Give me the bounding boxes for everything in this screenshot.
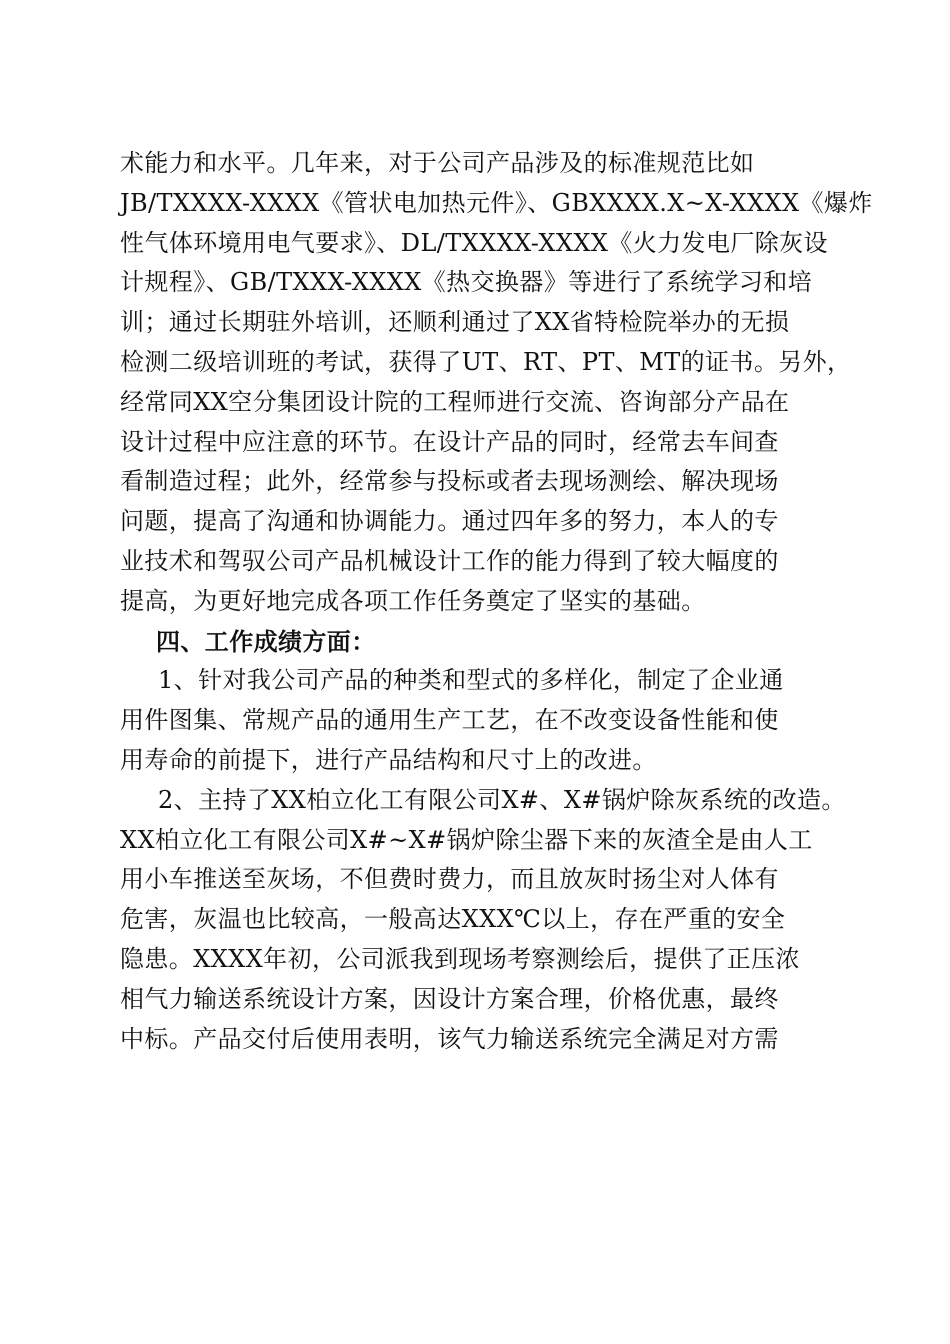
body-line: 问题，提高了沟通和协调能力。通过四年多的努力，本人的专 [120, 507, 779, 536]
body-line: 计规程》、GB/TXXX-XXXX《热交换器》等进行了系统学习和培 [120, 268, 813, 297]
item-1-line: 用件图集、常规产品的通用生产工艺，在不改变设备性能和使 [120, 706, 779, 735]
item-2-line: 中标。产品交付后使用表明，该气力输送系统完全满足对方需 [120, 1024, 779, 1053]
body-line: 经常同XX空分集团设计院的工程师进行交流、咨询部分产品在 [120, 387, 790, 416]
body-line: 术能力和水平。几年来，对于公司产品涉及的标准规范比如 [120, 149, 755, 177]
section-heading: 四、工作成绩方面： [156, 626, 376, 656]
body-line: 业技术和驾驭公司产品机械设计工作的能力得到了较大幅度的 [120, 546, 779, 575]
body-line: 检测二级培训班的考试，获得了UT、RT、PT、MT的证书。另外， [120, 347, 852, 376]
item-2-line: 相气力输送系统设计方案，因设计方案合理，价格优惠，最终 [120, 984, 779, 1013]
body-line: JB/TXXXX-XXXX《管状电加热元件》、GBXXXX.X~X-XXXX《爆炸 [120, 188, 873, 217]
item-1-line: 用寿命的前提下，进行产品结构和尺寸上的改进。 [120, 745, 657, 774]
item-1-line: 1、针对我公司产品的种类和型式的多样化，制定了企业通 [158, 666, 784, 695]
item-2-line: 用小车推送至灰场，不但费时费力，而且放灰时扬尘对人体有 [120, 865, 779, 894]
item-2-line: 2、主持了XX柏立化工有限公司X#、X#锅炉除灰系统的改造。 [158, 785, 846, 814]
item-2-line: 隐患。XXXX年初，公司派我到现场考察测绘后，提供了正压浓 [120, 944, 800, 973]
body-line: 训；通过长期驻外培训，还顺利通过了XX省特检院举办的无损 [120, 308, 790, 337]
body-line: 设计过程中应注意的环节。在设计产品的同时，经常去车间查 [120, 427, 779, 456]
body-line: 性气体环境用电气要求》、DL/TXXXX-XXXX《火力发电厂除灰设 [120, 228, 828, 257]
item-2-line: XX柏立化工有限公司X#~X#锅炉除尘器下来的灰渣全是由人工 [120, 825, 813, 854]
document-body [120, 144, 873, 1059]
item-2-line: 危害，灰温也比较高，一般高达XXX℃以上，存在严重的安全 [120, 905, 786, 934]
body-line: 看制造过程；此外，经常参与投标或者去现场测绘、解决现场 [120, 467, 779, 496]
body-line: 提高，为更好地完成各项工作任务奠定了坚实的基础。 [120, 586, 706, 615]
